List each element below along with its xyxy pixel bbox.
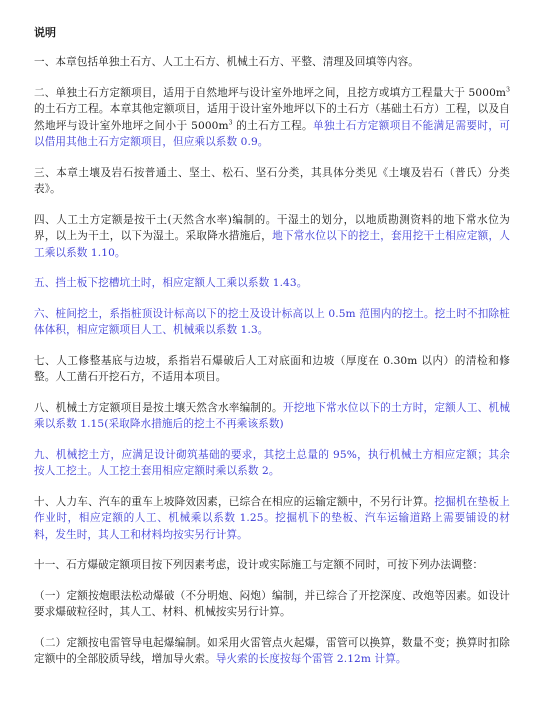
body-text: 的土石方工程。本章其他定额项目，适用于设计室外地坪以下的土石方（基础土石方）工程，以及自然地坪与设计室外地坪之间小于 5000m: [34, 103, 510, 132]
paragraph-p8: [34, 400, 510, 433]
body-text: 十、人力车、汽车的重车上坡降效因素，已综合在相应的运输定额中，不另行计算。: [34, 495, 435, 508]
paragraph-p10: [34, 494, 510, 544]
body-text: 四、人工土方定额是按干土(天然含水率)编制的。干湿土的划分，以地质勘测资料的地下常水位为界，以上为干土，以下为湿土。采取降水措施后，: [34, 213, 510, 242]
body-text: 的土石方工程。: [232, 119, 314, 132]
paragraph-p2: [34, 85, 510, 151]
paragraph-p1: [34, 54, 510, 71]
body-text: 三、本章土壤及岩石按普通土、坚土、松石、坚石分类，其具体分类见《土壤及岩石（普氏）分类表》。: [34, 166, 510, 195]
paragraph-p3: [34, 165, 510, 198]
body-text: 七、人工修整基底与边坡，系指岩石爆破后人工对底面和边坡（厚度在 0.30m 以内）的清检和修整。人工凿石开挖石方，不适用本项目。: [34, 354, 510, 383]
document-title: 说明: [34, 26, 56, 39]
paragraph-p6: [34, 306, 510, 339]
paragraph-p11: [34, 557, 510, 574]
highlighted-text: 单独土石方定额项目不能满足需要时，可以借用其他土石方定额项目，但应乘以系数 0.9。: [34, 119, 510, 148]
highlighted-text: 开挖地下常水位以下的土方时，定额人工、机械乘以系数 1.15(采取降水措施后的挖土不再乘该系数): [34, 401, 510, 430]
highlighted-text: 挖掘机在垫板上作业时，相应定额的人工、机械乘以系数 1.25。挖掘机下的垫板、汽车运输道路上需要铺设的材料，发生时，其人工和材料均按实另行计算。: [34, 495, 510, 541]
body-text: （二）定额按电雷管导电起爆编制。如采用火雷管点火起爆，雷管可以换算，数量不变；换算时扣除定额中的全部胶质导线，增加导火索。: [34, 636, 510, 665]
body-text: 二、单独土石方定额项目，适用于自然地坪与设计室外地坪之间，且挖方或填方工程量大于 5000m: [34, 86, 507, 99]
highlighted-text: 六、桩间挖土，系指桩顶设计标高以下的挖土及设计标高以上 0.5m 范围内的挖土。挖土时不扣除桩体体积，相应定额项目人工、机械乘以系数 1.3。: [34, 307, 510, 336]
highlighted-text: 地下常水位以下的挖土，套用挖干土相应定额，人工乘以系数 1.10。: [34, 230, 510, 259]
highlighted-text: 五、挡土板下挖槽坑土时，相应定额人工乘以系数 1.43。: [34, 277, 308, 289]
paragraph-p7: [34, 353, 510, 386]
superscript: 3: [506, 85, 510, 93]
paragraph-p13: [34, 635, 510, 668]
body-text: （一）定额按炮眼法松动爆破（不分明炮、闷炮）编制，并已综合了开挖深度、改炮等因素。如设计要求爆破粒径时，其人工、材料、机械按实另行计算。: [34, 589, 510, 618]
body-text: 一、本章包括单独土石方、人工土石方、机械土石方、平整、清理及回填等内容。: [34, 56, 419, 68]
highlighted-text: 导火索的长度按每个雷管 2.12m 计算。: [215, 653, 407, 665]
paragraph-p9: [34, 447, 510, 480]
paragraph-p4: [34, 212, 510, 262]
superscript: 3: [228, 118, 233, 126]
body-text: 十一、石方爆破定额项目按下列因素考虑，设计或实际施工与定额不同时，可按下列办法调整：: [34, 559, 484, 571]
highlighted-text: 九、机械挖土方，应满足设计砌筑基础的要求，其挖土总量的 95%，执行机械土方相应定额；其余按人工挖土。人工挖土套用相应定额时乘以系数 2。: [34, 448, 510, 477]
body-text: 八、机械土方定额项目是按土壤天然含水率编制的。: [34, 401, 283, 414]
paragraph-p12: [34, 588, 510, 621]
paragraph-p5: [34, 275, 510, 292]
document-body: [34, 54, 510, 668]
